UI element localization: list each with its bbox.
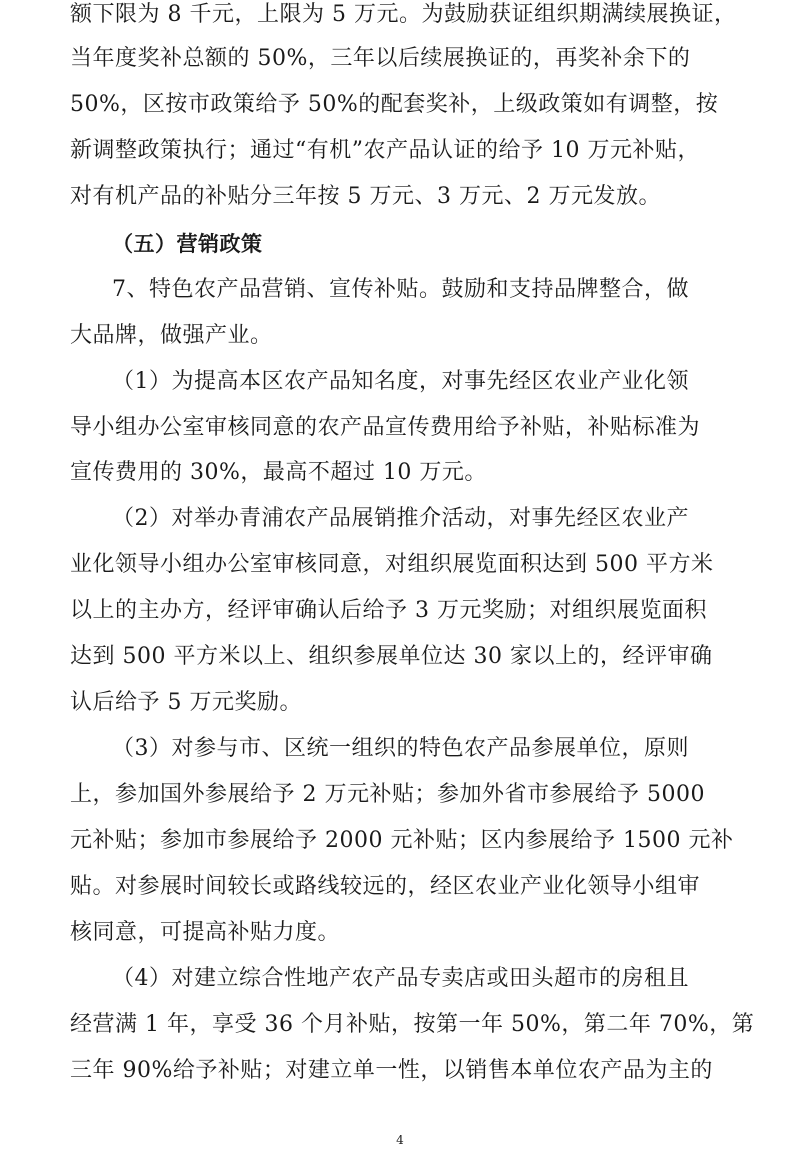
text-line: 经营满 1 年，享受 36 个月补贴，按第一年 50%，第二年 70%，第 bbox=[70, 1012, 755, 1037]
text-line: 上，参加国外参展给予 2 万元补贴；参加外省市参展给予 5000 bbox=[70, 782, 705, 807]
text-line: （4）对建立综合性地产农产品专卖店或田头超市的房租且 bbox=[112, 966, 689, 991]
text-line: 贴。对参展时间较长或路线较远的，经区农业产业化领导小组审 bbox=[70, 874, 701, 899]
text-line: 当年度奖补总额的 50%，三年以后续展换证的，再奖补余下的 bbox=[70, 46, 691, 71]
page-number: 4 bbox=[396, 1133, 404, 1147]
text-line: 三年 90%给予补贴；对建立单一性，以销售本单位农产品为主的 bbox=[70, 1058, 713, 1083]
text-line: （1）为提高本区农产品知名度，对事先经区农业产业化领 bbox=[112, 369, 689, 394]
text-line: 以上的主办方，经评审确认后给予 3 万元奖励；对组织展览面积 bbox=[70, 598, 707, 623]
section-heading: （五）营销政策 bbox=[112, 232, 263, 256]
text-line: 大品牌，做强产业。 bbox=[70, 323, 273, 348]
text-line: （2）对举办青浦农产品展销推介活动，对事先经区农业产 bbox=[112, 506, 689, 531]
text-line: 50%，区按市政策给予 50%的配套奖补，上级政策如有调整，按 bbox=[70, 92, 719, 117]
text-line: 业化领导小组办公室审核同意，对组织展览面积达到 500 平方米 bbox=[70, 552, 714, 577]
text-line: 认后给予 5 万元奖励。 bbox=[70, 690, 302, 715]
text-line: （3）对参与市、区统一组织的特色农产品参展单位，原则 bbox=[112, 736, 689, 761]
text-line: 导小组办公室审核同意的农产品宣传费用给予补贴，补贴标准为 bbox=[70, 415, 701, 440]
text-line: 宣传费用的 30%，最高不超过 10 万元。 bbox=[70, 460, 487, 485]
text-line: 元补贴；参加市参展给予 2000 元补贴；区内参展给予 1500 元补 bbox=[70, 828, 734, 853]
text-line: 达到 500 平方米以上、组织参展单位达 30 家以上的，经评审确 bbox=[70, 644, 713, 669]
text-line: 额下限为 8 千元，上限为 5 万元。为鼓励获证组织期满续展换证， bbox=[70, 2, 737, 27]
text-line: 对有机产品的补贴分三年按 5 万元、3 万元、2 万元发放。 bbox=[70, 184, 661, 209]
text-line: 7、特色农产品营销、宣传补贴。鼓励和支持品牌整合，做 bbox=[112, 277, 689, 302]
text-line: 核同意，可提高补贴力度。 bbox=[70, 920, 341, 945]
text-line: 新调整政策执行；通过“有机”农产品认证的给予 10 万元补贴， bbox=[70, 138, 700, 163]
